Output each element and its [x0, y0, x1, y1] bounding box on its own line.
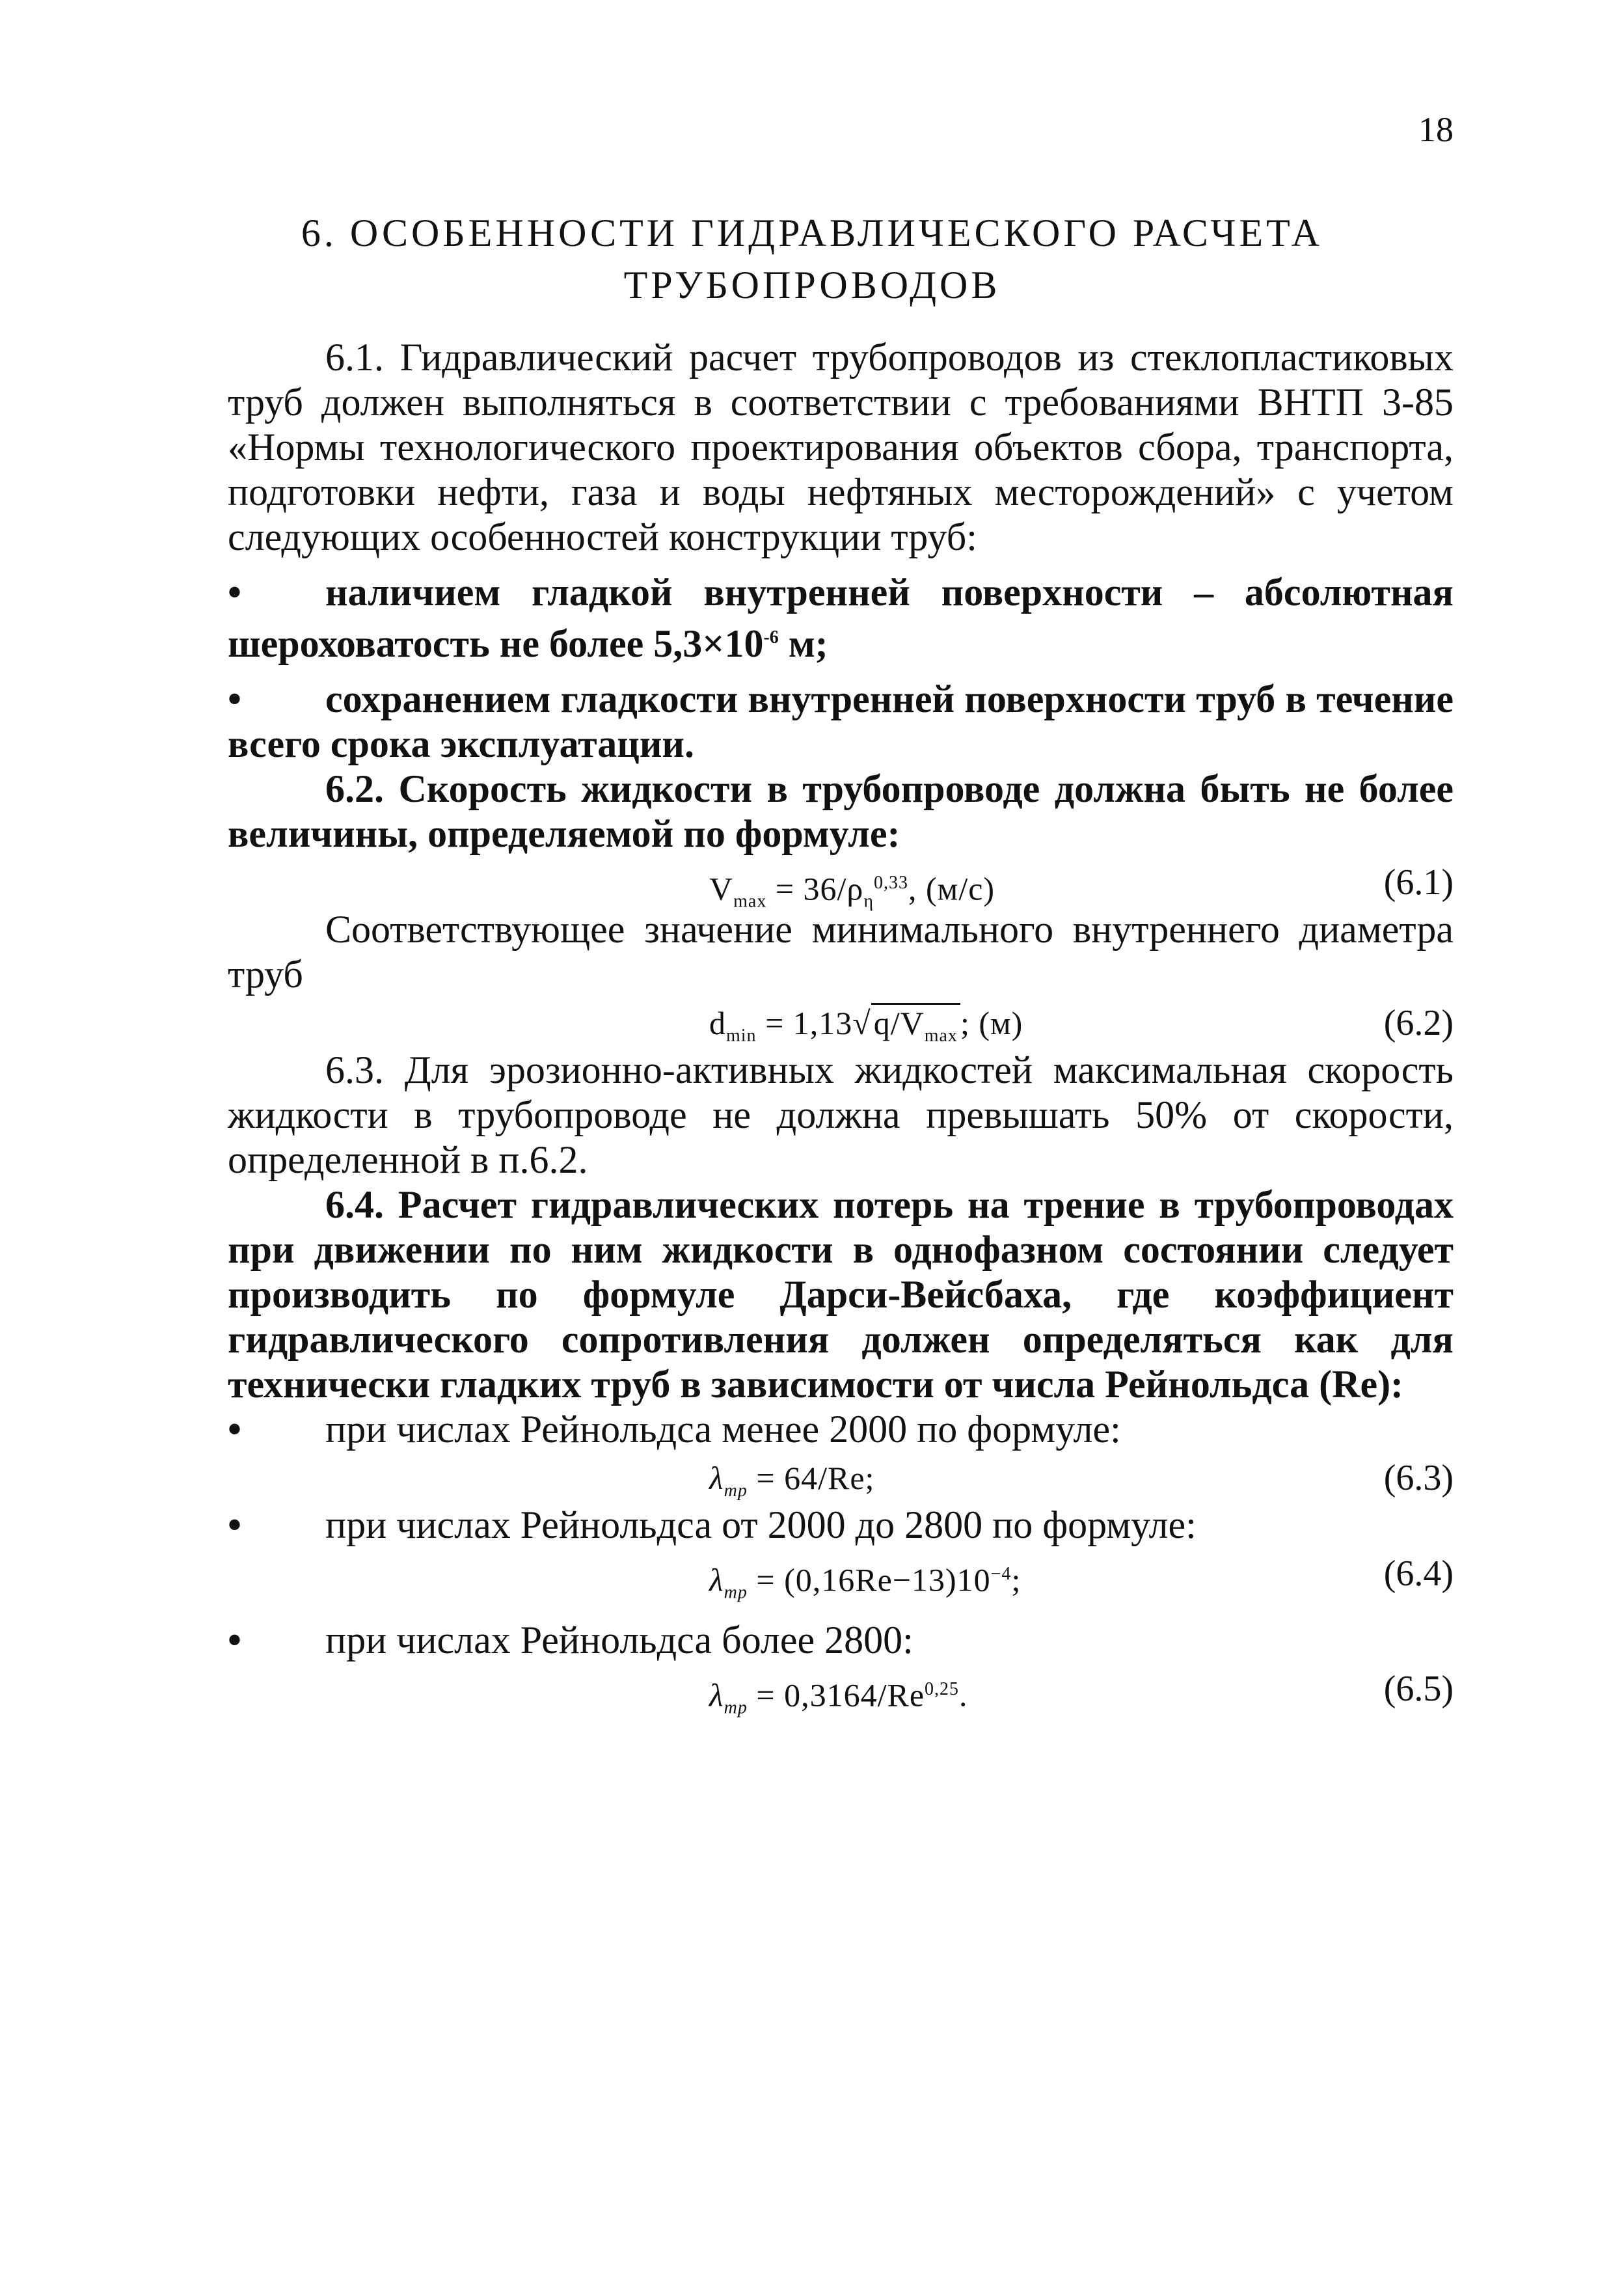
equation-6-5 [228, 1663, 1454, 1718]
paragraph-6-4: 6.4. Расчет гидравлических потерь на трение в трубопроводах при движении по ним жидкости в однофазном состоянии следует производить по формуле Дарси-Вейсбаха, где коэффициент гидравлического сопротивления должен определяться как для технически гладких труб в зависимости от числа Рейнольдса (Re): [228, 1183, 1454, 1406]
bullet-icon: • [228, 1408, 242, 1451]
paragraph-min-diameter: Соответствующее значение минимального внутреннего диаметра труб [228, 908, 1454, 996]
equation-6-2-number: (6.2) [1383, 1003, 1454, 1043]
equation-6-2-formula: $d_{min} = 1,13√q/V_{max}$; (м) [709, 1001, 1023, 1058]
equation-6-3-number: (6.3) [1383, 1458, 1454, 1498]
bullet-smooth-surface-unit: м; [778, 622, 828, 665]
equation-6-3-formula: $\lambda_{тр} = 64/Re$; [709, 1460, 875, 1501]
paragraph-6-3: 6.3. Для эрозионно-активных жидкостей максимальная скорость жидкости в трубопроводе не должна превышать 50% от скорости, определенной в п.6.2. [228, 1048, 1454, 1181]
bullet-re-below-2000-text: при числах Рейнольдса менее 2000 по формуле: [325, 1408, 1121, 1451]
bullet-re-above-2800 [228, 1618, 1454, 1663]
equation-6-4-number: (6.4) [1383, 1553, 1454, 1594]
equation-6-3 [228, 1452, 1454, 1503]
equation-6-1 [228, 856, 1454, 912]
section-title-line-1: 6. ОСОБЕННОСТИ ГИДРАВЛИЧЕСКОГО РАСЧЕТА [301, 212, 1323, 254]
bullet-icon: • [228, 677, 242, 720]
sqrt-radicand: $q/V_{max}$ [871, 1003, 960, 1054]
bullet-re-2000-2800-text: при числах Рейнольдса от 2000 до 2800 по формуле: [325, 1503, 1197, 1546]
bullet-re-above-2800-text: при числах Рейнольдса более 2800: [325, 1619, 914, 1661]
bullet-re-below-2000 [228, 1407, 1454, 1452]
document-body [228, 335, 1454, 1718]
equation-6-4 [228, 1548, 1454, 1603]
bullet-smoothness-retention [228, 677, 1454, 767]
paragraph-6-2: 6.2. Скорость жидкости в трубопроводе должна быть не более величины, определяемой по формуле: [228, 767, 1454, 855]
bullet-icon: • [228, 1619, 242, 1661]
paragraph-6-1: 6.1. Гидравлический расчет трубопроводов из стеклопластиковых труб должен выполняться в соответствии с требованиями ВНТП 3-85 «Нормы технологического проектирования объектов сбора, транспорта, подготовки нефти, газа и воды нефтяных месторождений» с учетом следующих особенностей конструкции труб: [228, 336, 1454, 558]
equation-6-5-formula: $\lambda_{тр} = 0,3164/Re^{0,25}$. [709, 1676, 968, 1718]
equation-6-2 [228, 997, 1454, 1048]
equation-6-1-number: (6.1) [1383, 862, 1454, 903]
bullet-smooth-surface-text: наличием гладкой внутренней поверхности – абсолютная шероховатость не более 5,3×10 [228, 571, 1454, 665]
equation-6-4-formula: $\lambda_{тр} = (0,16Re-13)10^{-4}$; [709, 1561, 1022, 1603]
page-number: 18 [1418, 110, 1454, 149]
equation-6-5-number: (6.5) [1383, 1669, 1454, 1709]
bullet-smoothness-retention-text: сохранением гладкости внутренней поверхности труб в течение всего срока эксплуатации. [228, 677, 1454, 765]
equation-6-1-formula: $V_{max} = 36/\rho_\eta^{0,33}$, (м/с) [709, 870, 995, 912]
bullet-icon: • [228, 1503, 242, 1546]
bullet-icon: • [228, 571, 242, 614]
bullet-smooth-surface [228, 570, 1454, 666]
section-title-line-2: ТРУБОПРОВОДОВ [623, 264, 1001, 307]
section-title [0, 207, 1624, 311]
bullet-smooth-surface-exponent: -6 [763, 627, 779, 648]
